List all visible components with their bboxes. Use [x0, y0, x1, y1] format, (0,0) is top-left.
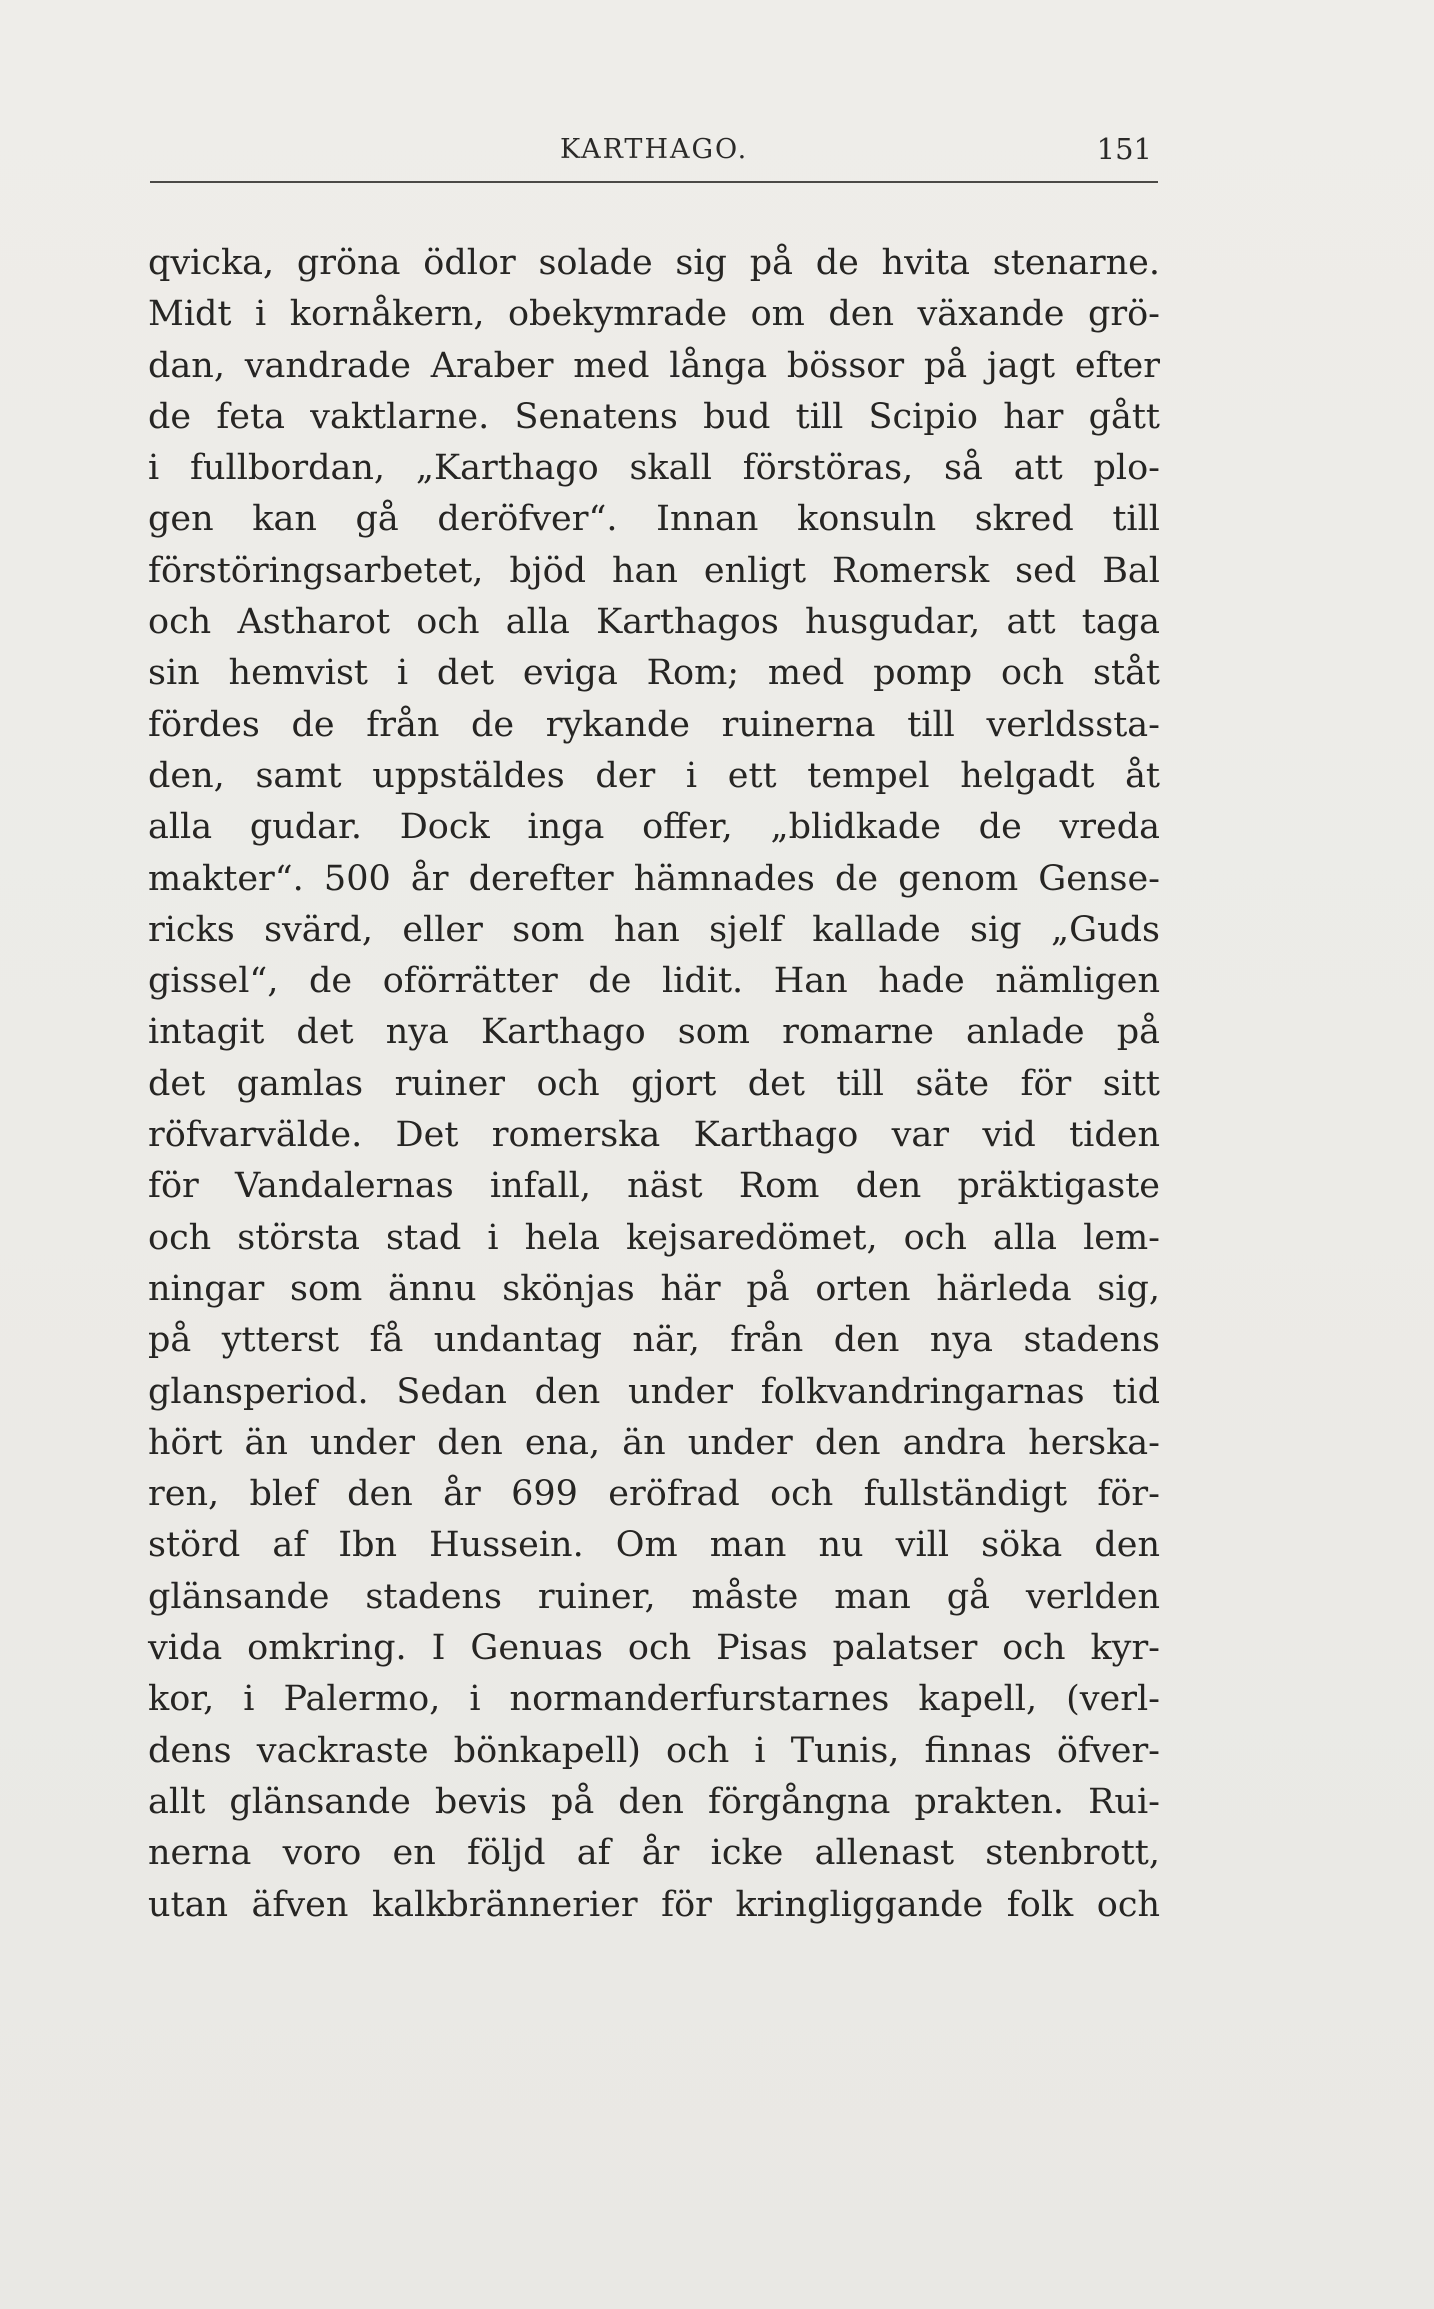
text-line: och största stad i hela kejsaredömet, och alla lem- — [148, 1217, 1160, 1258]
page-header — [150, 128, 1158, 178]
text-line: dan, vandrade Araber med långa bössor på jagt efter — [148, 345, 1160, 386]
text-line: vida omkring. I Genuas och Pisas palatser och kyr- — [148, 1628, 1160, 1669]
text-line: ricks svärd, eller som han sjelf kallade sig „Guds — [148, 909, 1160, 950]
text-line: störd af Ibn Hussein. Om man nu vill söka den — [148, 1525, 1160, 1566]
text-line: i fullbordan, „Karthago skall förstöras, så att plo- — [148, 448, 1160, 489]
text-line: dens vackraste bönkapell) och i Tunis, finnas öfver- — [148, 1730, 1160, 1771]
text-line: förstöringsarbetet, bjöd han enligt Romersk sed Bal — [148, 550, 1160, 591]
text-line: och Astharot och alla Karthagos husgudar, att taga — [148, 602, 1160, 643]
text-line: utan äfven kalkbrännerier för kringliggande folk och — [148, 1884, 1160, 1925]
text-line: glänsande stadens ruiner, måste man gå verlden — [148, 1576, 1160, 1617]
body-text — [148, 238, 1160, 1931]
text-line: det gamlas ruiner och gjort det till säte för sitt — [148, 1063, 1160, 1104]
text-line: de feta vaktlarne. Senatens bud till Scipio har gått — [148, 396, 1160, 437]
text-line: makter“. 500 år derefter hämnades de genom Gense- — [148, 858, 1160, 899]
running-title: KARTHAGO. — [560, 134, 749, 165]
text-line: Midt i kornåkern, obekymrade om den växande grö- — [148, 294, 1160, 335]
text-line: gen kan gå deröfver“. Innan konsuln skred till — [148, 499, 1160, 540]
text-line: ningar som ännu skönjas här på orten härleda sig, — [148, 1268, 1160, 1309]
header-rule — [150, 181, 1158, 183]
text-line: allt glänsande bevis på den förgångna prakten. Rui- — [148, 1781, 1160, 1822]
text-line: ren, blef den år 699 eröfrad och fullständigt för- — [148, 1474, 1160, 1515]
text-line: qvicka, gröna ödlor solade sig på de hvita stenarne. — [148, 243, 1160, 283]
text-line: den, samt uppstäldes der i ett tempel helgadt åt — [148, 755, 1160, 796]
text-line: alla gudar. Dock inga offer, „blidkade de vreda — [148, 807, 1160, 848]
page-number: 151 — [1096, 132, 1152, 166]
text-line: glansperiod. Sedan den under folkvandringarnas tid — [148, 1371, 1160, 1412]
text-line: intagit det nya Karthago som romarne anlade på — [148, 1012, 1160, 1053]
text-line: på ytterst få undantag när, från den nya stadens — [148, 1320, 1160, 1361]
text-line: röfvarvälde. Det romerska Karthago var vid tiden — [148, 1115, 1160, 1156]
text-line: hört än under den ena, än under den andra herska- — [148, 1422, 1160, 1463]
text-line: för Vandalernas infall, näst Rom den präktigaste — [148, 1166, 1160, 1207]
text-line: gissel“, de oförrätter de lidit. Han hade nämligen — [148, 961, 1160, 1002]
text-line: nerna voro en följd af år icke allenast stenbrott, — [148, 1833, 1160, 1874]
text-line: sin hemvist i det eviga Rom; med pomp och ståt — [148, 653, 1160, 694]
text-line: fördes de från de rykande ruinerna till verldssta- — [148, 704, 1160, 745]
text-line: kor, i Palermo, i normanderfurstarnes kapell, (verl- — [148, 1679, 1160, 1720]
